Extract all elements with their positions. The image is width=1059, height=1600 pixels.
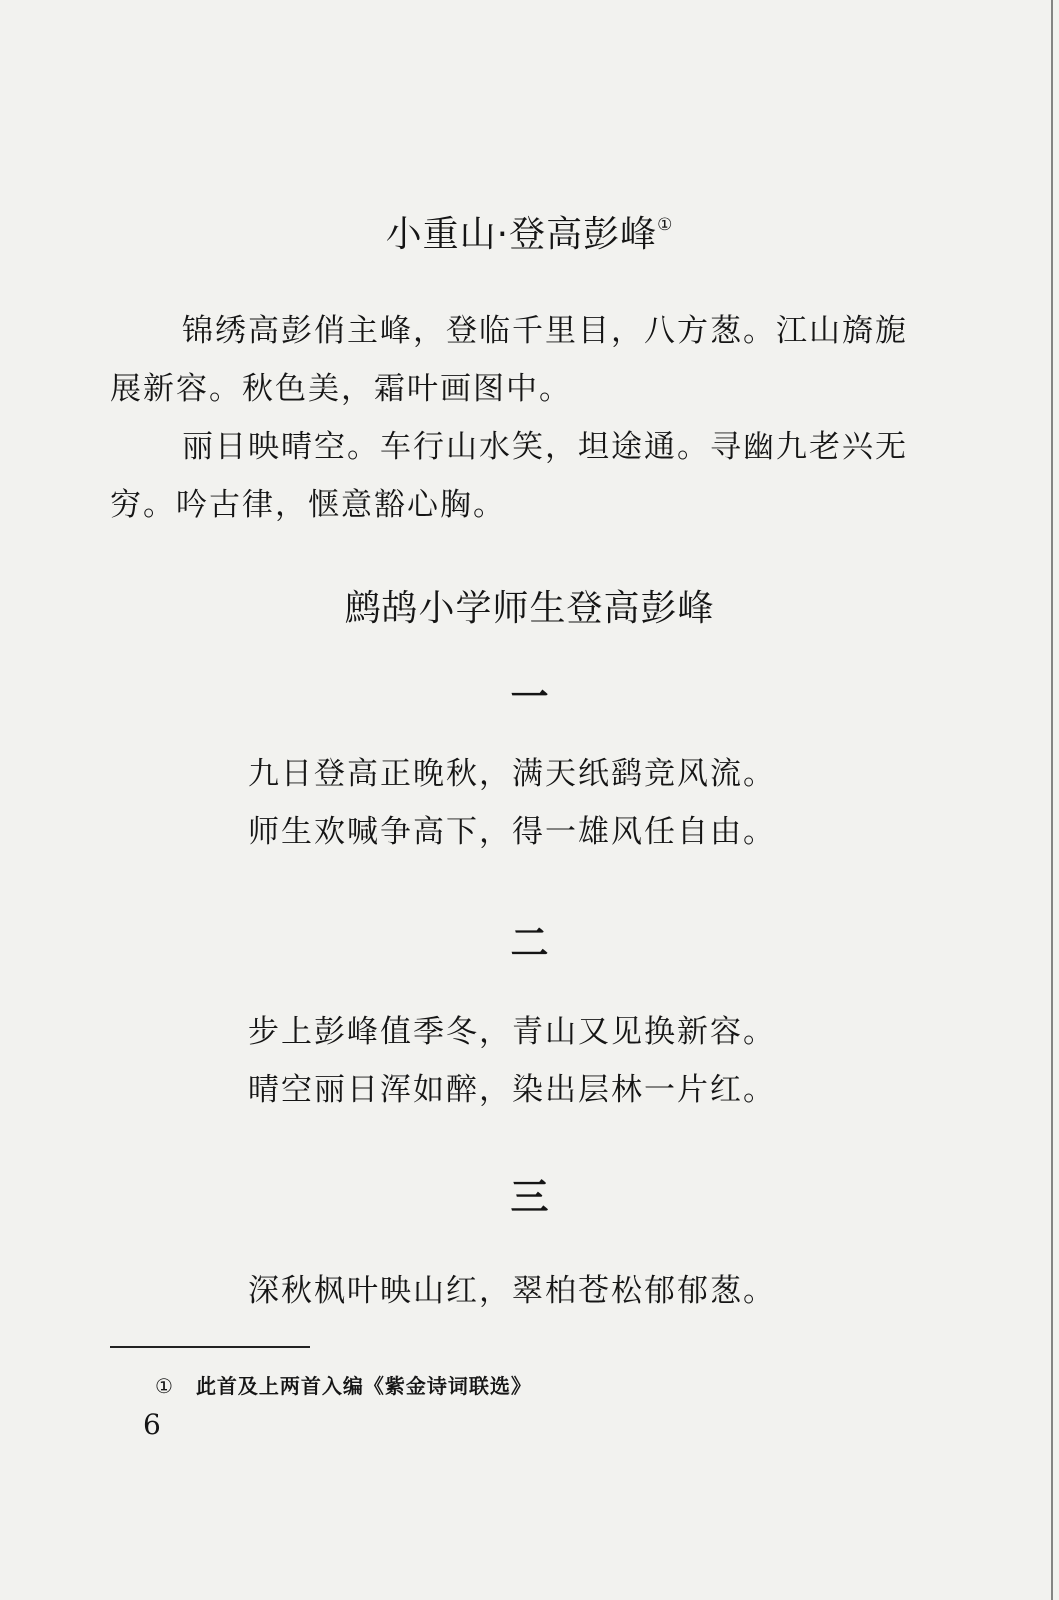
- section-number-3: 三: [510, 1175, 549, 1219]
- poem-1-stanza-1: 锦绣高彭俏主峰，登临千里目，八方葱。江山旖旎展新容。秋色美，霜叶画图中。: [110, 313, 908, 407]
- section-number-1: 一: [510, 675, 549, 719]
- section-number-2: 二: [510, 921, 549, 965]
- footnote-text: 此首及上两首入编《紫金诗词联选》: [195, 1374, 532, 1398]
- footnote-divider: [110, 1346, 310, 1348]
- verse-line: 九日登高正晚秋，满天纸鹞竞风流。: [248, 756, 776, 792]
- verse-line: 晴空丽日浑如醉，染出层林一片红。: [248, 1072, 776, 1108]
- footnote: [155, 1370, 532, 1399]
- footnote-mark: ①: [155, 1374, 174, 1398]
- poem-title-1: 小重山·登高彭峰①: [385, 214, 674, 255]
- verse-line: 师生欢喊争高下，得一雄风任自由。: [248, 814, 776, 850]
- footnote-ref: ①: [657, 215, 674, 235]
- verse-line: 深秋枫叶映山红，翠柏苍松郁郁葱。: [248, 1273, 776, 1309]
- poem-title-2: 鹧鸪小学师生登高彭峰: [344, 588, 715, 629]
- page-number: 6: [143, 1408, 161, 1441]
- verse-line: 步上彭峰值季冬，青山又见换新容。: [248, 1014, 776, 1050]
- poem-1-stanza-2: 丽日映晴空。车行山水笑，坦途通。寻幽九老兴无穷。吟古律，惬意豁心胸。: [110, 429, 908, 523]
